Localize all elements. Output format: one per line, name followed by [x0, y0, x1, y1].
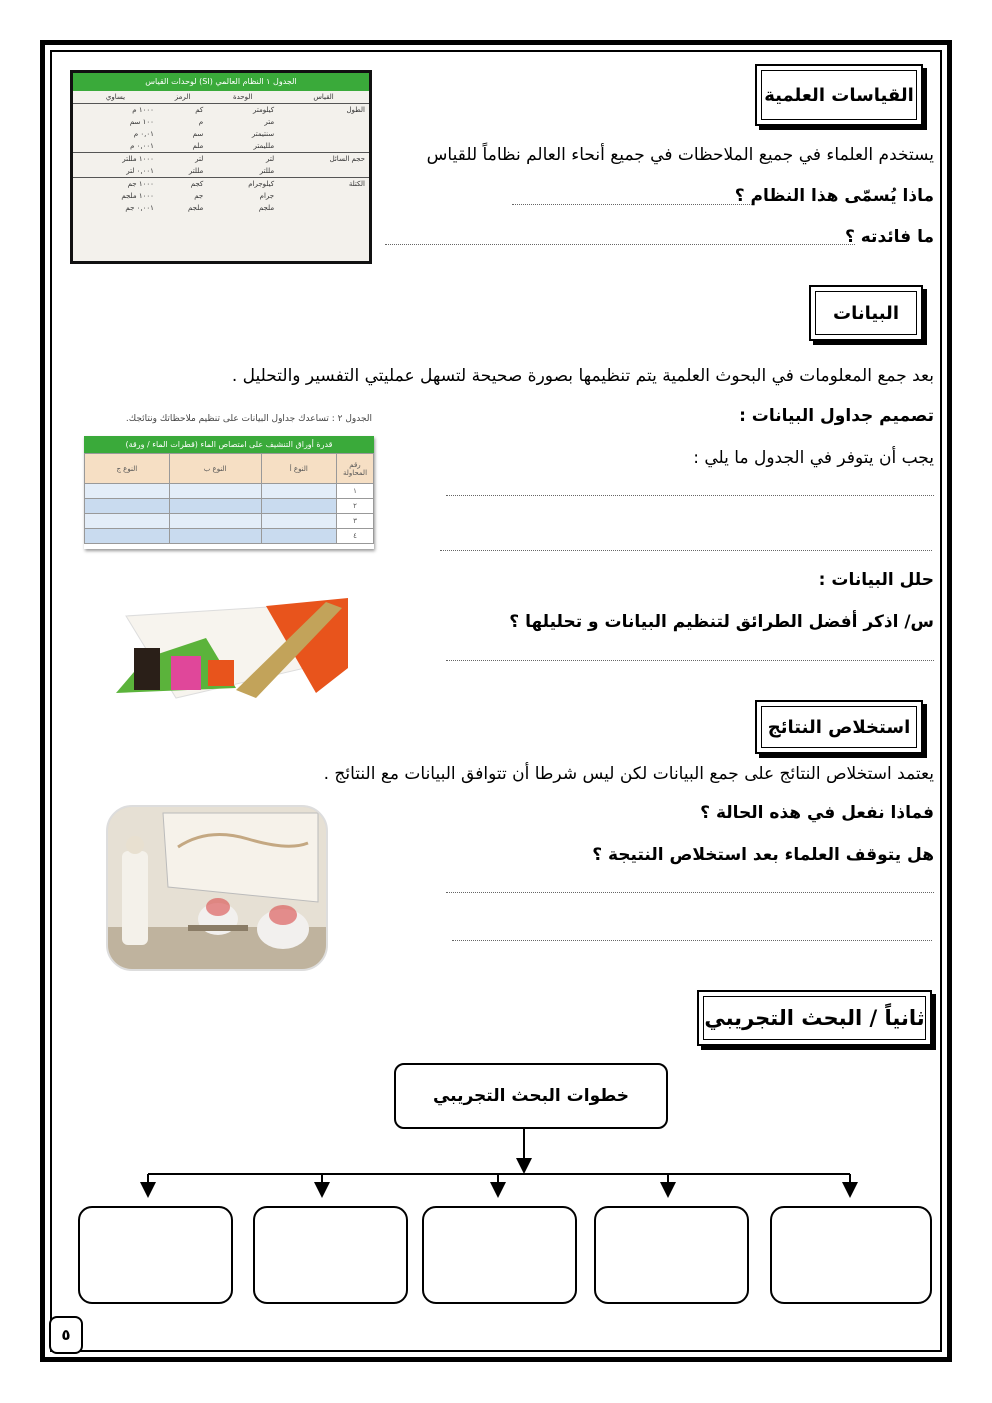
page-number: ٥	[49, 1316, 83, 1354]
si-table	[73, 91, 369, 214]
teacher	[122, 851, 148, 945]
si-table-cell: جم	[194, 192, 204, 200]
si-table-cell: كيلومتر	[252, 106, 275, 114]
heading-measurements	[755, 64, 923, 126]
si-table-row	[73, 202, 369, 214]
table2-cell	[169, 529, 261, 544]
conclusions-intro: يعتمد استخلاص النتائج على جمع البيانات لكن ليس شرطا أن تتوافق البيانات مع النتائج .	[323, 764, 934, 784]
table2-cell	[169, 484, 261, 499]
si-table-cell: لتر	[195, 155, 204, 163]
si-table-cell: ٠,٠٠١ لتر	[126, 167, 154, 175]
si-table-cell: الكتلة	[348, 180, 365, 188]
table2-cell	[261, 499, 336, 514]
heading-conclusions	[755, 700, 923, 754]
si-table-cell: سنتيمتر	[251, 130, 275, 138]
si-table-cell: سم	[192, 130, 204, 138]
si-table-cell: ١٠٠٠ م	[132, 106, 154, 114]
table-must-have: يجب أن يتوفر في الجدول ما يلي :	[693, 448, 934, 468]
table2-cell	[85, 499, 170, 514]
answer-line	[385, 244, 855, 245]
si-table-cell: لتر	[265, 155, 275, 163]
si-table-cell: الطول	[346, 106, 365, 114]
heading-data-text: البيانات	[815, 291, 917, 335]
table2-header-cell: النوع ج	[85, 454, 170, 484]
analyze-data-label: حلل البيانات :	[818, 570, 934, 590]
si-table-title: الجدول ١ النظام العالمي (SI) لوحدات القياس	[73, 73, 369, 91]
heading-data	[809, 285, 923, 341]
flow-connectors	[0, 1128, 992, 1208]
si-table-cell: ١٠٠٠ مللتر	[122, 155, 154, 163]
si-table-cell: م	[198, 118, 204, 126]
table2	[84, 453, 374, 544]
conclusions-question-2: هل يتوقف العلماء بعد استخلاص النتيجة ؟	[592, 845, 934, 865]
si-table-cell: ٠,٠١ م	[133, 130, 154, 138]
classroom-photo	[106, 805, 328, 971]
table2-cell	[169, 514, 261, 529]
si-header-cell: القياس	[313, 93, 334, 101]
measurements-question-2: ما فائدته ؟	[844, 227, 934, 247]
flow-step-box-1	[770, 1206, 932, 1304]
si-table-cell: ملليمتر	[253, 142, 275, 150]
flow-step-box-2	[594, 1206, 749, 1304]
table2-cell	[261, 484, 336, 499]
si-table-cell	[278, 116, 369, 128]
desk	[188, 925, 248, 931]
si-table-cell: كيلوجرام	[248, 180, 275, 188]
table2-caption: الجدول ٢ : تساعدك جداول البيانات على تنظيم ملاحظاتك ونتائجك.	[125, 414, 372, 424]
table2-header-cell: النوع ب	[169, 454, 261, 484]
answer-line	[446, 495, 934, 496]
flow-root-label: خطوات البحث التجريبي	[432, 1086, 630, 1106]
design-tables-label: تصميم جداول البيانات :	[739, 406, 934, 426]
bar-graph-illustration	[116, 598, 348, 700]
student-headwear	[206, 898, 230, 916]
si-table-cell: كجم	[190, 180, 204, 188]
flow-step-box-5	[78, 1206, 233, 1304]
table2-cell	[261, 529, 336, 544]
si-table-row	[73, 140, 369, 153]
heading-conclusions-text: استخلاص النتائج	[761, 706, 917, 748]
classroom-illustration	[108, 807, 326, 969]
answer-line	[452, 940, 932, 941]
si-units-table-image	[70, 70, 372, 264]
measurements-question-1: ماذا يُسمّى هذا النظام ؟	[734, 186, 934, 206]
si-table-cell	[278, 128, 369, 140]
table2-cell	[85, 484, 170, 499]
whiteboard	[163, 813, 318, 902]
si-header-cell: الرمز	[174, 93, 191, 101]
answer-line	[512, 204, 752, 205]
student-headwear	[269, 905, 297, 925]
table2-row-number: ٣	[337, 514, 374, 529]
si-table-cell: ملجم	[187, 204, 204, 212]
data-question: س/ اذكر أفضل الطرائق لتنظيم البيانات و تحليلها ؟	[509, 612, 934, 632]
flow-step-box-4	[253, 1206, 408, 1304]
si-table-cell: ١٠٠ سم	[129, 118, 154, 126]
si-table-cell: مللتر	[188, 167, 204, 175]
si-table-cell: كم	[195, 106, 204, 114]
table2-image	[84, 436, 374, 549]
table2-row-number: ٤	[337, 529, 374, 544]
si-table-row	[73, 165, 369, 178]
black-bar	[134, 648, 160, 690]
answer-line	[440, 550, 932, 551]
heading-measurements-text: القياسات العلمية	[761, 70, 917, 120]
table2-cell	[85, 514, 170, 529]
si-table-cell: ٠,٠٠١ جم	[125, 204, 154, 212]
table2-row-number: ١	[337, 484, 374, 499]
heading-experimental	[697, 990, 932, 1046]
si-table-row	[73, 190, 369, 202]
si-table-cell: ١٠٠٠ جم	[127, 180, 154, 188]
flow-root-box	[394, 1063, 668, 1129]
si-table-cell	[278, 140, 369, 153]
si-table-cell: ١٠٠٠ ملجم	[121, 192, 154, 200]
si-header-cell: يساوي	[105, 93, 126, 101]
si-table-cell: مللتر	[259, 167, 275, 175]
si-table-cell: حجم السائل	[329, 155, 365, 163]
table2-header-cell: رقم المحاولة	[337, 454, 374, 484]
si-table-row	[73, 153, 369, 166]
si-table-cell: ملم	[192, 142, 204, 150]
si-table-cell	[278, 165, 369, 178]
si-table-row	[73, 104, 369, 117]
answer-line	[446, 892, 934, 893]
si-table-cell	[278, 190, 369, 202]
pink-bar	[171, 656, 201, 690]
table2-row-number: ٢	[337, 499, 374, 514]
table2-cell	[261, 514, 336, 529]
si-table-cell	[278, 202, 369, 214]
orange-bar	[208, 660, 234, 686]
si-table-cell: ملجم	[258, 204, 275, 212]
answer-line	[446, 660, 934, 661]
si-table-cell: ٠,٠٠١ م	[130, 142, 154, 150]
data-intro: بعد جمع المعلومات في البحوث العلمية يتم تنظيمها بصورة صحيحة لتسهل عمليتي التفسير والتحليل .	[231, 366, 934, 386]
teacher-head	[126, 836, 144, 854]
table2-cell	[169, 499, 261, 514]
heading-experimental-text: ثانياً / البحث التجريبي	[703, 996, 926, 1040]
flow-step-box-3	[422, 1206, 577, 1304]
table2-title: قدرة أوراق التنشيف على امتصاص الماء (قطرات الماء / ورقة)	[84, 436, 374, 453]
si-table-cell: متر	[264, 118, 275, 126]
conclusions-question-1: فماذا نفعل في هذه الحالة ؟	[700, 803, 934, 823]
measurements-intro: يستخدم العلماء في جميع الملاحظات في جميع أنحاء العالم نظاماً للقياس	[426, 145, 934, 165]
si-header-cell: الوحدة	[232, 93, 253, 101]
table2-cell	[85, 529, 170, 544]
si-table-row	[73, 128, 369, 140]
si-table-row	[73, 116, 369, 128]
si-table-row	[73, 178, 369, 191]
si-table-cell: جرام	[259, 192, 275, 200]
table2-header-cell: النوع أ	[261, 454, 336, 484]
